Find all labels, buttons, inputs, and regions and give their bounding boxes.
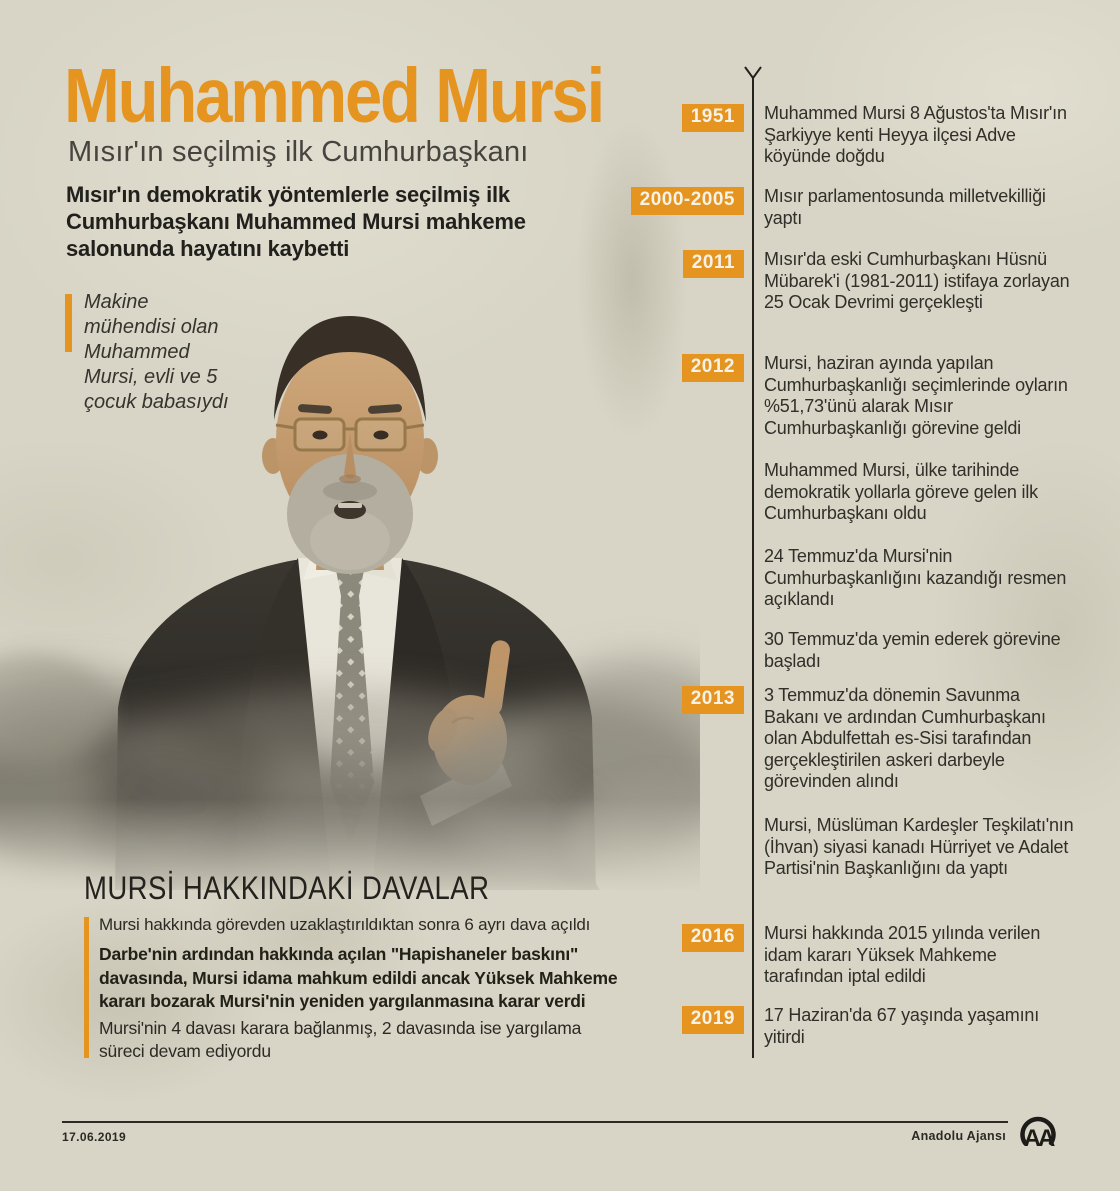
timeline-entry-text: 30 Temmuz'da yemin ederek görevine başladı: [764, 629, 1061, 671]
cases-section-title: MURSİ HAKKINDAKİ DAVALAR: [84, 870, 490, 906]
cases-paragraph-1: Mursi hakkında görevden uzaklaştırıldıktan sonra 6 ayrı dava açıldı: [99, 915, 591, 934]
timeline-year-badge: 2012: [682, 354, 744, 382]
footer-date: 17.06.2019: [62, 1130, 127, 1144]
timeline-year-badge: 2019: [682, 1006, 744, 1034]
cases-paragraph-2: Darbe'nin ardından hakkında açılan "Hapishaneler baskını" davasında, Mursi idama mahkum edildi ancak Yüksek Mahkeme kararı bozarak Mursi'nin yeniden yargılanmasına karar verdi: [99, 944, 618, 1011]
timeline-entry-text: 17 Haziran'da 67 yaşında yaşamını yitirdi: [764, 1005, 1040, 1047]
timeline-year-badge: 2013: [682, 686, 744, 714]
timeline-entry-text: Mısır parlamentosunda milletvekilliği yaptı: [764, 186, 1046, 228]
quote-text: Makine mühendisi olan Muhammed Mursi, evli ve 5 çocuk babasıydı: [84, 291, 229, 413]
timeline-line: [752, 76, 754, 1058]
cases-accent-bar: [84, 917, 89, 1058]
timeline-entry-text: Mursi, Müslüman Kardeşler Teşkilatı'nın (İhvan) siyasi kanadı Hürriyet ve Adalet Partisi'nin Başkanlığını da yaptı: [764, 815, 1074, 878]
timeline-entry-text: Mursi, haziran ayında yapılan Cumhurbaşkanlığı seçimlerinde oyların %51,73'ünü alarak Mısır Cumhurbaşkanlığı görevine geldi: [764, 353, 1068, 438]
svg-text:AA: AA: [1023, 1125, 1053, 1152]
aa-logo-icon: [1018, 1110, 1058, 1152]
footer-divider: [62, 1121, 1008, 1123]
timeline-entry-text: Muhammed Mursi 8 Ağustos'ta Mısır'ın Şarkiyye kenti Heyya ilçesi Adve köyünde doğdu: [764, 103, 1067, 166]
intro-text: Mısır'ın demokratik yöntemlerle seçilmiş ilk Cumhurbaşkanı Muhammed Mursi mahkeme salonunda hayatını kaybetti: [66, 182, 526, 261]
timeline-entry-text: Muhammed Mursi, ülke tarihinde demokratik yollarla göreve gelen ilk Cumhurbaşkanı oldu: [764, 460, 1038, 523]
timeline-year-badge: 2000-2005: [631, 187, 744, 215]
timeline-year-badge: 2016: [682, 924, 744, 952]
page-subtitle: Mısır'ın seçilmiş ilk Cumhurbaşkanı: [68, 136, 529, 168]
timeline-entry-text: 3 Temmuz'da dönemin Savunma Bakanı ve ardından Cumhurbaşkanı olan Abdulfettah es-Sisi tarafından gerçekleştirilen askeri darbeyle görevinden alındı: [764, 685, 1046, 791]
mursi-portrait-image: [0, 278, 700, 890]
footer-agency-name: Anadolu Ajansı: [911, 1129, 1006, 1143]
cases-paragraph-3: Mursi'nin 4 davası karara bağlanmış, 2 davasında ise yargılama süreci devam ediyordu: [99, 1018, 582, 1061]
timeline-year-badge: 1951: [682, 104, 744, 132]
timeline-entry-text: Mısır'da eski Cumhurbaşkanı Hüsnü Mübarek'i (1981-2011) istifaya zorlayan 25 Ocak Devrimi gerçekleşti: [764, 249, 1070, 312]
timeline-year-badge: 2011: [683, 250, 744, 278]
timeline-entry-text: 24 Temmuz'da Mursi'nin Cumhurbaşkanlığını kazandığı resmen açıklandı: [764, 546, 1067, 609]
page-title: Muhammed Mursi: [64, 53, 604, 139]
timeline-entry-text: Mursi hakkında 2015 yılında verilen idam kararı Yüksek Mahkeme tarafından iptal edildi: [764, 923, 1041, 986]
